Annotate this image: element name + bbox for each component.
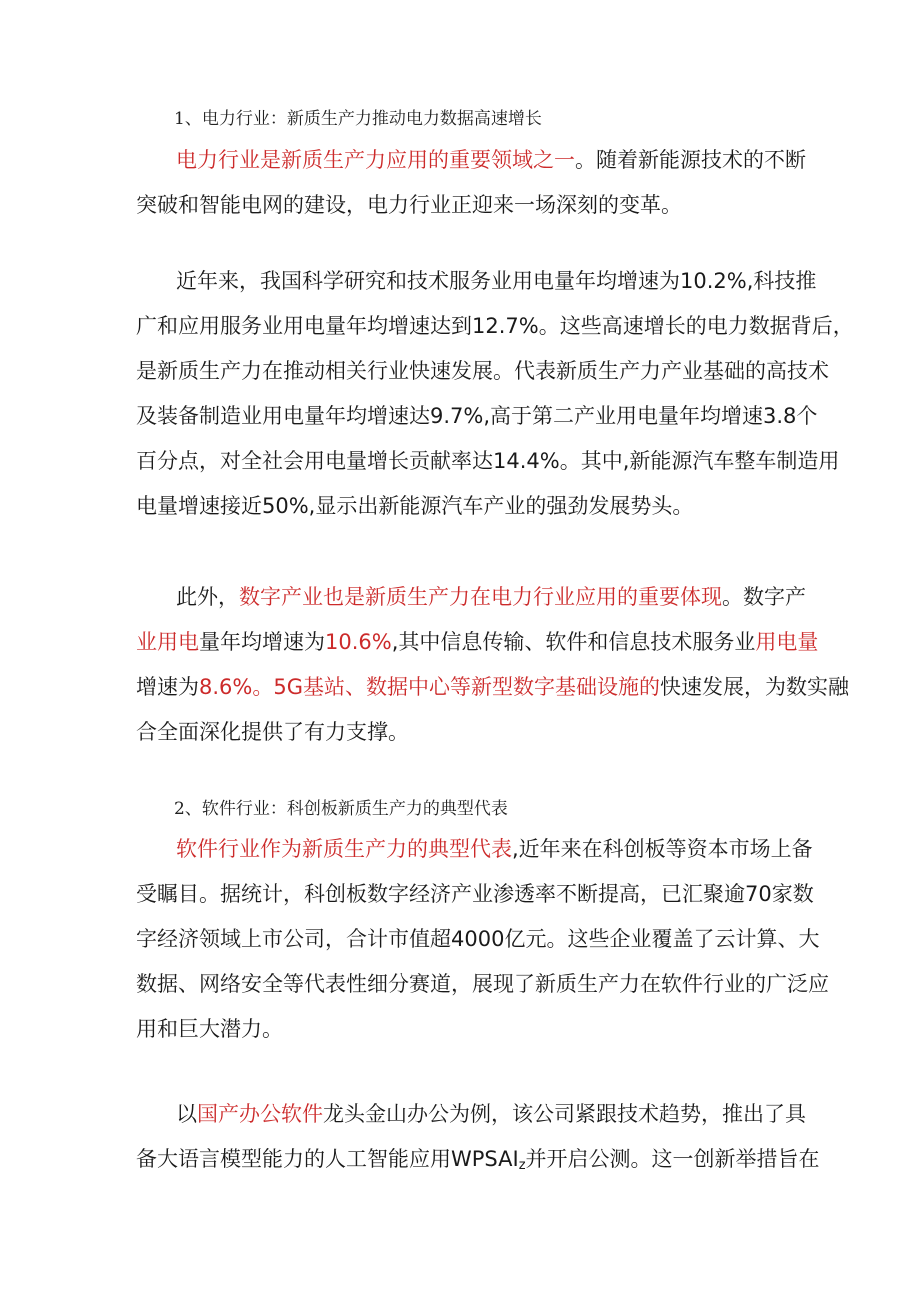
text-run: 备大语言模型能力的人工智能应用WPSAI [136, 1147, 519, 1171]
highlight-text: 电力行业是新质生产力应用的重要领域之一 [176, 148, 575, 172]
text-line [136, 620, 819, 665]
text-line: 受瞩目。据统计，科创板数字经济产业渗透率不断提高，已汇聚逾70家数 [136, 882, 814, 906]
text-run: ,近年来在科创板等资本市场上备 [512, 837, 813, 861]
text-line: 字经济领域上市公司，合计市值超4000亿元。这些企业覆盖了云计算、大 [136, 927, 820, 951]
text-run: 。随着新能源技术的不断 [575, 148, 806, 172]
text-line [136, 665, 849, 710]
text-run: 。数字产 [722, 585, 806, 609]
highlight-text: 软件行业作为新质生产力的典型代表 [176, 837, 512, 861]
text-line [136, 827, 813, 872]
text-line: 百分点，对全社会用电量增长贡献率达14.4%。其中,新能源汽车整车制造用 [136, 449, 840, 473]
highlight-text: 数字产业也是新质生产力在电力行业应用的重要体现 [239, 585, 722, 609]
text-line: 及装备制造业用电量年均增速达9.7%,高于第二产业用电量年均增速3.8个 [136, 404, 818, 428]
highlight-text: 10.6% [325, 630, 392, 654]
highlight-text: 用电量 [755, 630, 819, 654]
text-run: 增速为 [136, 675, 199, 699]
highlight-text: 8.6%。5G基站、数据中心等新型数字基础设施的 [199, 675, 660, 699]
highlight-text: 业用电 [136, 630, 199, 654]
text-line [136, 1092, 806, 1137]
text-line: 近年来，我国科学研究和技术服务业用电量年均增速为10.2%,科技推 [176, 269, 817, 293]
text-run: 龙头金山办公为例，该公司紧跟技术趋势，推出了具 [323, 1102, 806, 1126]
paragraph-wps-example [136, 1092, 820, 1182]
paragraph-software-intro [136, 827, 829, 1052]
text-line: 突破和智能电网的建设，电力行业正迎来一场深刻的变革。 [136, 193, 682, 217]
highlight-text: 国产办公软件 [197, 1102, 323, 1126]
subscript-text: z [518, 1158, 526, 1173]
text-line: 合全面深化提供了有力支撑。 [136, 720, 409, 744]
text-run: 此外， [176, 585, 239, 609]
text-line [136, 138, 806, 183]
text-run: ,其中信息传输、软件和信息技术服务业 [391, 630, 756, 654]
text-run: 并开启公测。这一创新举措旨在 [525, 1147, 820, 1171]
text-run: 快速发展，为数实融 [659, 675, 849, 699]
paragraph-power-growth [136, 259, 854, 529]
text-line: 数据、网络安全等代表性细分赛道，展现了新质生产力在软件行业的广泛应 [136, 972, 829, 996]
text-line: 用和巨大潜力。 [136, 1017, 283, 1041]
paragraph-digital-industry [136, 575, 849, 755]
text-line [136, 575, 806, 620]
section-heading-software: 2、软件行业：科创板新质生产力的典型代表 [174, 799, 508, 819]
text-line: 广和应用服务业用电量年均增速达到12.7%。这些高速增长的电力数据背后， [136, 314, 854, 338]
text-line: 电量增速接近50%,显示出新能源汽车产业的强劲发展势头。 [136, 494, 694, 518]
text-line [136, 1137, 820, 1182]
paragraph-power-intro [136, 138, 806, 228]
text-run: 量年均增速为 [199, 630, 325, 654]
section-heading-power: 1、电力行业：新质生产力推动电力数据高速增长 [174, 109, 542, 129]
text-line: 是新质生产力在推动相关行业快速发展。代表新质生产力产业基础的高技术 [136, 359, 829, 383]
text-run: 以 [176, 1102, 197, 1126]
